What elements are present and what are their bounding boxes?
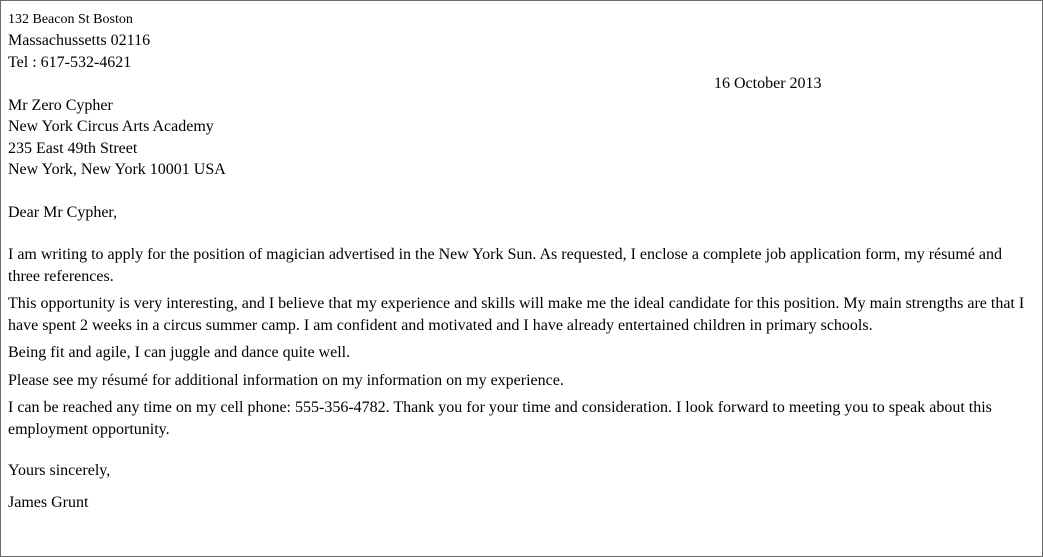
- salutation: Dear Mr Cypher,: [8, 203, 118, 221]
- letter-date: 16 October 2013: [714, 75, 822, 92]
- signature-name: James Grunt: [8, 493, 89, 511]
- spacer: [8, 223, 1042, 244]
- recipient-street: 235 East 49th Street: [8, 139, 138, 157]
- spacer: [8, 446, 1042, 460]
- body-paragraph-4: Please see my résumé for additional information on my information on my experience.: [8, 371, 564, 389]
- recipient-organization: New York Circus Arts Academy: [8, 118, 214, 135]
- body-paragraph-3: Being fit and agile, I can juggle and dance quite well.: [8, 344, 351, 361]
- body-paragraph-5: I can be reached any time on my cell phone: 555-356-4782. Thank you for your time and consideration. I look forward to meeting you to speak about this employment opportunity.: [8, 399, 992, 438]
- closing: Yours sincerely,: [8, 462, 111, 479]
- sender-telephone: Tel : 617-532-4621: [8, 53, 132, 71]
- spacer: [8, 482, 1042, 492]
- recipient-name: Mr Zero Cypher: [8, 96, 113, 114]
- body-paragraph-2: This opportunity is very interesting, and I believe that my experience and skills will make me the ideal candidate for this position. My main strengths are that I have spent 2 weeks in a circus summer camp. I am confident and motivated and I have already entertained children in primary schools.: [8, 295, 1025, 334]
- sender-street: 132 Beacon St Boston: [8, 12, 133, 27]
- spacer: [8, 181, 1042, 202]
- recipient-city: New York, New York 10001 USA: [8, 161, 226, 178]
- sender-state-zip: Massachussetts 02116: [8, 32, 151, 49]
- date-spacer: [8, 73, 1042, 95]
- body-paragraph-1: I am writing to apply for the position of magician advertised in the New York Sun. As requested, I enclose a complete job application form, my résumé and three references.: [8, 246, 1002, 285]
